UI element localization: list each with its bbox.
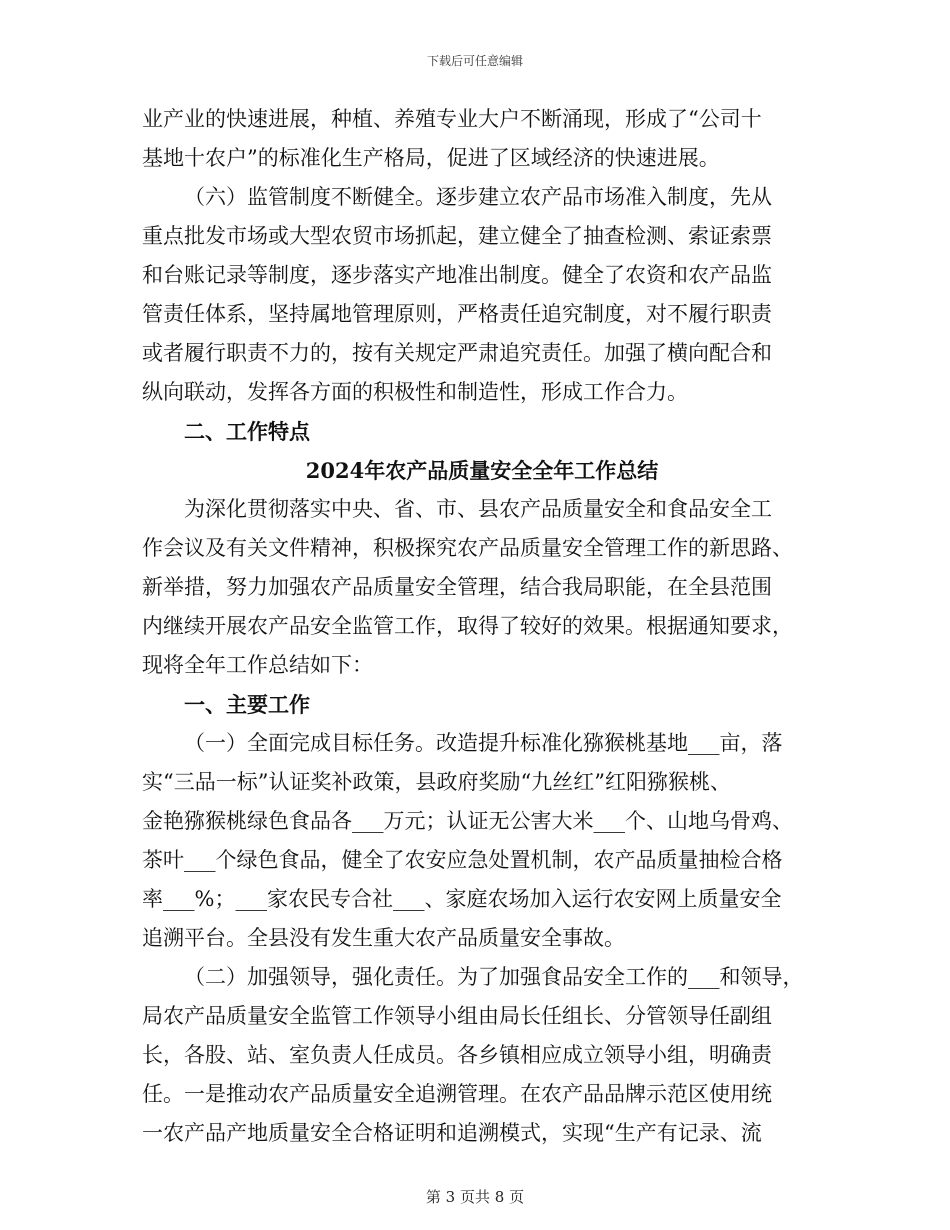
paragraph-line: 现将全年工作总结如下： xyxy=(142,653,373,677)
paragraph-line: 和台账记录等制度，逐步落实产地准出制度。健全了农资和农产品监 xyxy=(142,263,772,287)
paragraph-line: 任。一是推动农产品质量安全追溯管理。在农产品品牌示范区使用统 xyxy=(142,1082,772,1106)
paragraph-line: 率___%；___家农民专合社___、家庭农场加入运行农安网上质量安全 xyxy=(142,887,782,911)
paragraph-line: 新举措，努力加强农产品质量安全管理，结合我局职能，在全县范围 xyxy=(142,575,772,599)
paragraph-line: 金艳猕猴桃绿色食品各___万元；认证无公害大米___个、山地乌骨鸡、 xyxy=(142,809,793,833)
paragraph-line: 内继续开展农产品安全监管工作，取得了较好的效果。根据通知要求， xyxy=(142,614,793,638)
paragraph-line: （六）监管制度不断健全。逐步建立农产品市场准入制度，先从 xyxy=(184,185,772,209)
paragraph-line: 作会议及有关文件精神，积极探究农产品质量安全管理工作的新思路、 xyxy=(142,536,793,560)
heading-line: 2024年农产品质量安全全年工作总结 xyxy=(305,458,659,483)
paragraph-line: 茶叶___个绿色食品，健全了农安应急处置机制，农产品质量抽检合格 xyxy=(142,848,783,872)
paragraph-line: 一农产品产地质量安全合格证明和追溯模式，实现“生产有记录、流 xyxy=(142,1121,762,1145)
paragraph-line: 追溯平台。全县没有发生重大农产品质量安全事故。 xyxy=(142,926,625,950)
paragraph-line: 纵向联动，发挥各方面的积极性和制造性，形成工作合力。 xyxy=(142,380,688,404)
paragraph-line: 重点批发市场或大型农贸市场抓起，建立健全了抽查检测、索证索票 xyxy=(142,224,772,248)
heading-line: 二、工作特点 xyxy=(184,419,310,444)
paragraph-line: （一）全面完成目标任务。改造提升标准化猕猴桃基地___亩，落 xyxy=(184,731,783,755)
heading-line: 一、主要工作 xyxy=(184,692,310,717)
document-body xyxy=(142,100,822,1153)
paragraph-line: 基地十农户”的标准化生产格局，促进了区域经济的快速进展。 xyxy=(142,146,720,170)
paragraph-line: 业产业的快速进展，种植、养殖专业大户不断涌现，形成了“公司十 xyxy=(142,107,762,131)
paragraph-line: 为深化贯彻落实中央、省、市、县农产品质量安全和食品安全工 xyxy=(184,497,772,521)
paragraph-line: （二）加强领导，强化责任。为了加强食品安全工作的___和领导， xyxy=(184,965,804,989)
paragraph-line: 局农产品质量安全监管工作领导小组由局长任组长、分管领导任副组 xyxy=(142,1004,772,1028)
paragraph-line: 实“三品一标”认证奖补政策，县政府奖励“九丝红”红阳猕猴桃、 xyxy=(142,770,731,794)
paragraph-line: 长，各股、站、室负责人任成员。各乡镇相应成立领导小组，明确责 xyxy=(142,1043,772,1067)
paragraph-line: 或者履行职责不力的，按有关规定严肃追究责任。加强了横向配合和 xyxy=(142,341,772,365)
page-header: 下载后可任意编辑 xyxy=(426,54,523,68)
page-footer: 第 3 页共 8 页 xyxy=(425,1188,525,1206)
paragraph-line: 管责任体系，坚持属地管理原则，严格责任追究制度，对不履行职责 xyxy=(142,302,772,326)
